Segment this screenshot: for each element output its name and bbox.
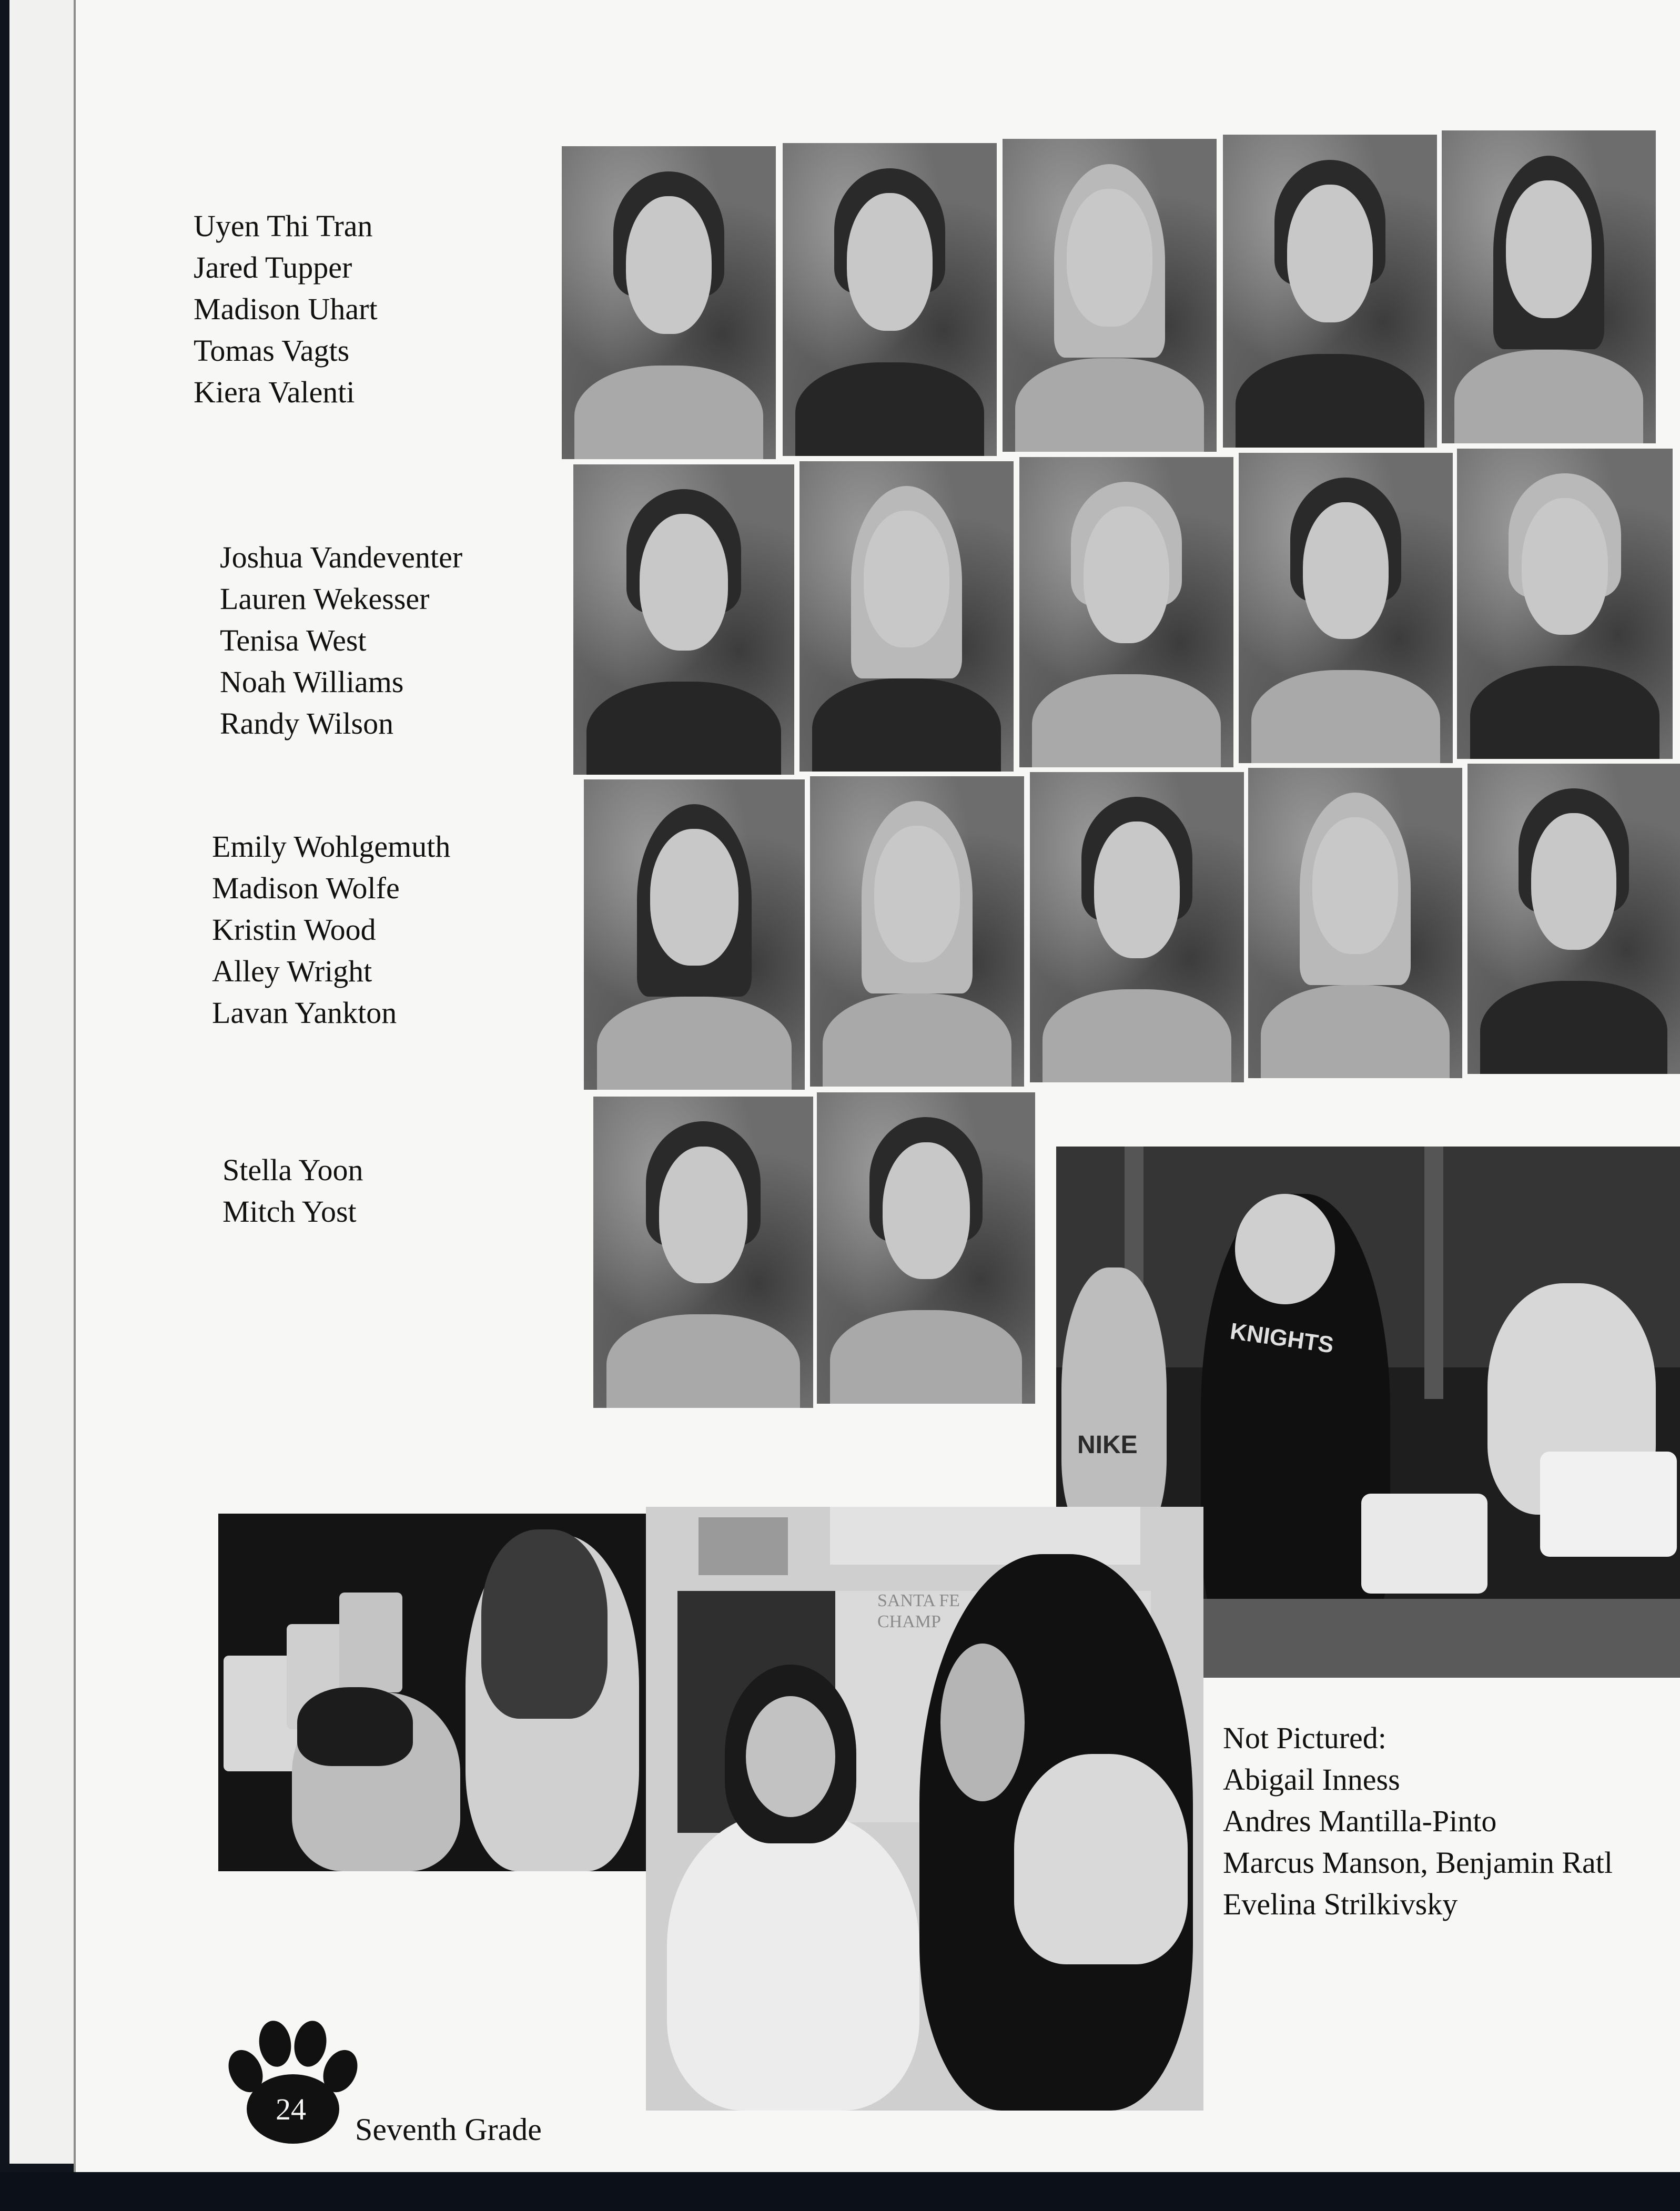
student-name: Noah Williams — [220, 665, 404, 699]
shirt-text-nike: NIKE — [1077, 1431, 1138, 1459]
shirt-text-knights: KNIGHTS — [1228, 1318, 1335, 1358]
student-portrait — [799, 461, 1014, 772]
student-portrait — [573, 464, 794, 775]
not-pictured-name: Marcus Manson, Benjamin Ratl — [1223, 1845, 1613, 1880]
page-number: 24 — [276, 2092, 306, 2126]
not-pictured-block — [1223, 1717, 1613, 1925]
not-pictured-heading: Not Pictured: — [1223, 1721, 1386, 1755]
student-name: Lauren Wekesser — [220, 582, 430, 616]
student-name: Lavan Yankton — [212, 996, 397, 1030]
page-edge-3 — [52, 0, 76, 2164]
student-portrait — [1248, 768, 1462, 1078]
student-portrait — [584, 779, 805, 1090]
candid-figure — [940, 1644, 1025, 1801]
candid-photo-classroom — [646, 1507, 1203, 2111]
student-name: Jared Tupper — [194, 250, 352, 285]
paw-print-icon — [224, 2020, 360, 2146]
page-edge-2 — [31, 0, 53, 2164]
not-pictured-name: Evelina Strilkivsky — [1223, 1887, 1458, 1921]
student-name: Tenisa West — [220, 623, 367, 657]
student-name: Kiera Valenti — [194, 375, 355, 409]
student-name: Alley Wright — [212, 954, 372, 988]
not-pictured-name: Andres Mantilla-Pinto — [1223, 1804, 1497, 1838]
name-list-row-3 — [212, 826, 450, 1033]
student-name: Kristin Wood — [212, 912, 376, 947]
student-name: Emily Wohlgemuth — [212, 829, 451, 864]
student-name: Joshua Vandeventer — [220, 540, 463, 574]
student-name: Tomas Vagts — [194, 333, 350, 368]
page-edge-1 — [9, 0, 32, 2164]
student-portrait — [1223, 135, 1437, 448]
student-portrait — [1468, 764, 1680, 1074]
student-portrait — [1457, 449, 1673, 759]
scan-bottom-border — [0, 2172, 1680, 2211]
candid-figure — [667, 1812, 919, 2111]
student-portrait — [810, 776, 1024, 1087]
student-portrait — [593, 1097, 813, 1408]
student-portrait — [1030, 772, 1244, 1082]
name-list-row-1 — [194, 205, 378, 413]
student-name: Stella Yoon — [222, 1153, 363, 1187]
candid-figure — [1061, 1267, 1167, 1541]
student-portrait — [562, 146, 776, 459]
student-portrait — [783, 143, 997, 456]
student-name: Madison Wolfe — [212, 871, 400, 905]
student-name: Mitch Yost — [222, 1194, 357, 1229]
student-portrait — [1003, 139, 1217, 452]
poster-text-champ: CHAMP — [877, 1612, 941, 1631]
student-name: Madison Uhart — [194, 292, 378, 326]
candid-photo-computer-lab — [218, 1514, 655, 1871]
name-list-row-4 — [222, 1149, 363, 1232]
student-portrait — [1442, 130, 1656, 443]
poster-text-santa-fe: SANTA FE — [877, 1591, 960, 1610]
candid-figure — [1014, 1754, 1188, 1964]
student-name: Randy Wilson — [220, 706, 394, 741]
candid-figure — [297, 1687, 413, 1766]
candid-figure — [746, 1696, 835, 1817]
section-label: Seventh Grade — [355, 2112, 542, 2147]
candid-figure — [1235, 1194, 1335, 1304]
name-list-row-2 — [220, 536, 462, 744]
student-portrait — [1019, 457, 1233, 767]
student-portrait — [1239, 453, 1453, 763]
candid-figure — [481, 1529, 608, 1719]
student-name: Uyen Thi Tran — [194, 209, 373, 243]
not-pictured-name: Abigail Inness — [1223, 1762, 1400, 1797]
student-portrait — [817, 1092, 1035, 1404]
